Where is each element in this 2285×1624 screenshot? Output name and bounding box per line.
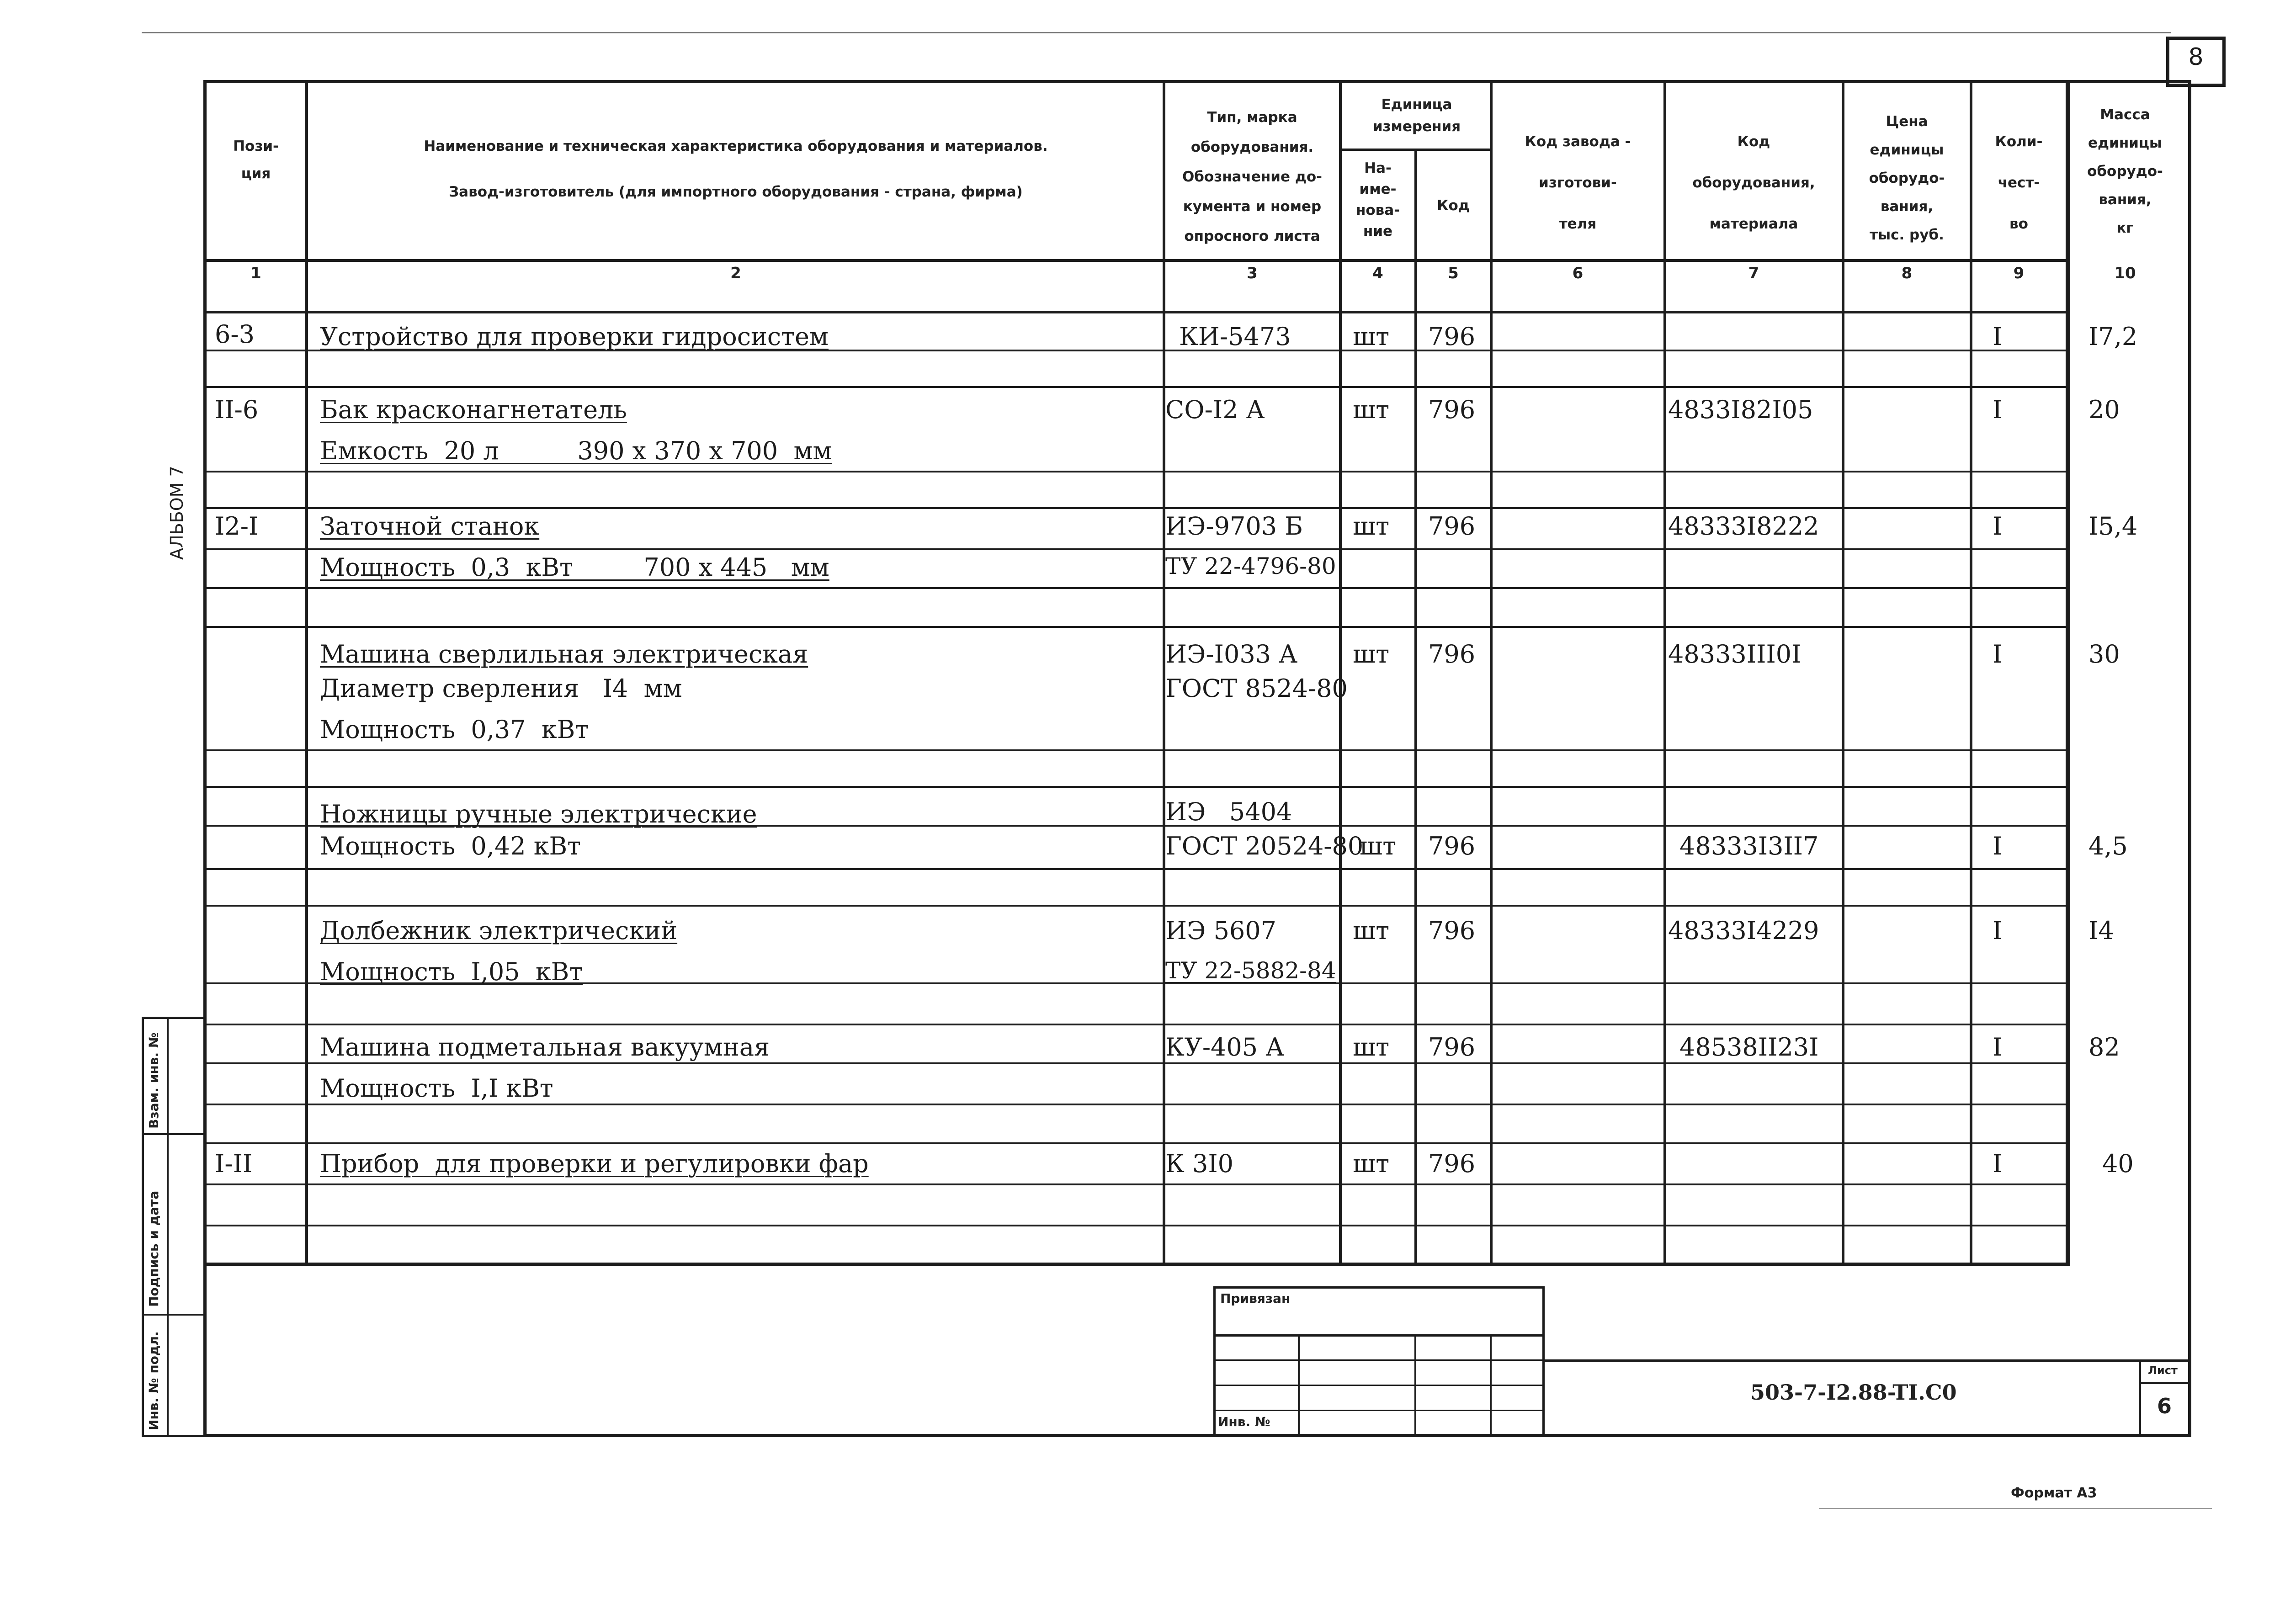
header-plant-code: Код завода - изготови- теля <box>1525 133 1631 232</box>
cell-name: Устройство для проверки гидросистем <box>320 322 829 351</box>
cell-unit: шт <box>1353 512 1390 541</box>
cell-mass: I4 <box>2088 916 2114 945</box>
header-mass: Масса единицы оборудо- вания, кг <box>2087 106 2163 236</box>
cell-name: Диаметр сверления I4 мм <box>320 674 682 703</box>
cell-unit-code: 796 <box>1428 1033 1476 1061</box>
cell-unit-code: 796 <box>1428 916 1476 945</box>
cell-name: Машина подметальная вакуумная <box>320 1033 770 1061</box>
cell-type: КУ-405 А <box>1165 1033 1285 1061</box>
cell-unit-code: 796 <box>1428 1149 1476 1178</box>
cell-name: Мощность 0,3 кВт 700 х 445 мм <box>320 553 829 582</box>
cell-material-code: 48333I8222 <box>1668 512 1819 541</box>
cell-quantity: I <box>1993 512 2003 541</box>
column-number: 10 <box>2114 264 2136 282</box>
doc-code-rule <box>1545 1359 2191 1362</box>
stamp-rule <box>1213 1410 1545 1411</box>
header-unit-code: Код <box>1437 197 1470 214</box>
column-number: 2 <box>730 264 741 282</box>
cell-name: Мощность 0,37 кВт <box>320 715 589 744</box>
unit-group-rule <box>1339 149 1492 151</box>
album-label: АЛЬБОМ 7 <box>167 466 187 560</box>
cell-unit: шт <box>1353 640 1390 669</box>
privyazan-label: Привязан <box>1220 1291 1291 1306</box>
cell-quantity: I <box>1993 1033 2003 1061</box>
cell-position: I-II <box>215 1149 253 1178</box>
cell-unit-code: 796 <box>1428 512 1476 541</box>
cell-mass: 4,5 <box>2088 832 2128 860</box>
cell-mass: I5,4 <box>2088 512 2138 541</box>
col-divider <box>1663 80 1666 1266</box>
top-rule <box>142 32 2171 33</box>
cell-name: Прибор для проверки и регулировки фар <box>320 1149 869 1178</box>
col-divider <box>1414 149 1417 1266</box>
col-divider <box>1842 80 1844 1266</box>
stamp-divider <box>1298 1334 1300 1437</box>
cell-type: ТУ 22-4796-80 <box>1165 553 1336 579</box>
list-label: Лист <box>2148 1364 2178 1377</box>
cell-material-code: 48333III0I <box>1668 640 1801 669</box>
cell-name: Емкость 20 л 390 х 370 х 700 мм <box>320 436 832 465</box>
stamp-divider <box>1414 1334 1416 1437</box>
col-divider <box>2066 80 2068 1266</box>
cell-position: I2-I <box>215 512 259 541</box>
cell-name: Бак красконагнетатель <box>320 395 627 424</box>
cell-mass: 20 <box>2088 395 2120 424</box>
col-divider <box>1970 80 1972 1266</box>
cell-name: Машина сверлильная электрическая <box>320 640 808 669</box>
col-divider <box>305 80 308 1266</box>
cell-name: Долбежник электрический <box>320 916 678 945</box>
list-number: 6 <box>2157 1394 2172 1418</box>
cell-quantity: I <box>1993 916 2003 945</box>
cell-type: ГОСТ 20524-80 <box>1165 832 1364 860</box>
numbers-rule <box>203 311 2070 313</box>
side-stamp-rule <box>142 1133 206 1135</box>
stamp-rule <box>1213 1385 1545 1386</box>
cell-unit-code: 796 <box>1428 640 1476 669</box>
col-divider <box>1490 80 1493 1266</box>
side-stamp-rule <box>142 1314 206 1316</box>
cell-unit: шт <box>1353 322 1390 351</box>
cell-unit-code: 796 <box>1428 832 1476 860</box>
side-replace-label: Взам. инв. № <box>146 1032 161 1129</box>
cell-name: Заточной станок <box>320 512 540 541</box>
cell-name: Мощность 0,42 кВт <box>320 832 581 860</box>
col-divider <box>1339 80 1342 1266</box>
cell-material-code: 48333I3II7 <box>1679 832 1819 860</box>
side-stamp-divider <box>167 1017 169 1437</box>
list-rule <box>2139 1382 2191 1384</box>
stamp-divider <box>1490 1334 1492 1437</box>
cell-type: К 3I0 <box>1165 1149 1234 1178</box>
column-number: 9 <box>2013 264 2025 282</box>
sheet-number: 8 <box>2188 43 2204 71</box>
cell-type: ИЭ-I033 А <box>1165 640 1298 669</box>
cell-unit: шт <box>1353 395 1390 424</box>
cell-unit: шт <box>1353 1149 1390 1178</box>
column-number: 8 <box>1901 264 1913 282</box>
cell-material-code: 48333I4229 <box>1668 916 1819 945</box>
stamp-rule <box>1213 1359 1545 1361</box>
cell-unit: шт <box>1360 832 1397 860</box>
side-inv-label: Инв. № подл. <box>146 1331 161 1430</box>
cell-type: ИЭ 5404 <box>1165 797 1292 826</box>
cell-type: ИЭ 5607 <box>1165 916 1276 945</box>
header-quantity: Коли- чест- во <box>1995 133 2043 232</box>
cell-material-code: 48538II23I <box>1679 1033 1819 1061</box>
cell-name: Мощность I,05 кВт <box>320 957 583 986</box>
cell-quantity: I <box>1993 1149 2003 1178</box>
cell-type: ТУ 22-5882-84 <box>1165 957 1336 984</box>
cell-mass: 40 <box>2102 1149 2134 1178</box>
column-number: 7 <box>1748 264 1759 282</box>
bottom-rule <box>1819 1508 2212 1509</box>
cell-position: 6-3 <box>215 320 255 349</box>
stamp-rule <box>1213 1334 1545 1337</box>
document-code: 503-7-I2.88-TI.C0 <box>1750 1380 1957 1405</box>
cell-type: СО-I2 А <box>1165 395 1265 424</box>
cell-name: Ножницы ручные электрические <box>320 800 757 828</box>
column-number: 5 <box>1448 264 1459 282</box>
cell-unit-code: 796 <box>1428 395 1476 424</box>
cell-unit: шт <box>1353 916 1390 945</box>
header-name: Наименование и техническая характеристика оборудования и материалов. Завод-изготовитель (для импортного оборудования - страна, фирма) <box>424 138 1048 200</box>
header-price: Цена единицы оборудо- вания, тыс. руб. <box>1869 113 1945 243</box>
cell-quantity: I <box>1993 395 2003 424</box>
format-label: Формат А3 <box>2011 1485 2097 1501</box>
column-number: 1 <box>250 264 261 282</box>
column-number: 6 <box>1572 264 1584 282</box>
cell-type: ГОСТ 8524-80 <box>1165 674 1348 703</box>
cell-type: КИ-5473 <box>1179 322 1291 351</box>
cell-material-code: 4833I82I05 <box>1668 395 1813 424</box>
cell-mass: 30 <box>2088 640 2120 669</box>
cell-unit: шт <box>1353 1033 1390 1061</box>
header-rule <box>203 259 2070 262</box>
inv-no-label: Инв. № <box>1218 1414 1270 1429</box>
header-unit-name: На- име- нова- ние <box>1355 160 1400 239</box>
col-divider <box>1163 80 1165 1266</box>
cell-position: II-6 <box>215 395 259 424</box>
cell-mass: 82 <box>2088 1033 2120 1061</box>
column-number: 4 <box>1372 264 1383 282</box>
header-position: Пози- ция <box>233 138 279 182</box>
cell-quantity: I <box>1993 640 2003 669</box>
header-unit-group: Единица измерения <box>1372 96 1461 135</box>
cell-quantity: I <box>1993 832 2003 860</box>
cell-unit-code: 796 <box>1428 322 1476 351</box>
column-number: 3 <box>1247 264 1258 282</box>
side-sign-label: Подпись и дата <box>146 1190 161 1307</box>
cell-mass: I7,2 <box>2088 322 2138 351</box>
cell-quantity: I <box>1993 322 2003 351</box>
header-type: Тип, марка оборудования. Обозначение до- кумента и номер опросного листа <box>1182 109 1323 244</box>
cell-name: Мощность I,I кВт <box>320 1074 553 1103</box>
header-material-code: Код оборудования, материала <box>1692 133 1815 232</box>
cell-type: ИЭ-9703 Б <box>1165 512 1303 541</box>
